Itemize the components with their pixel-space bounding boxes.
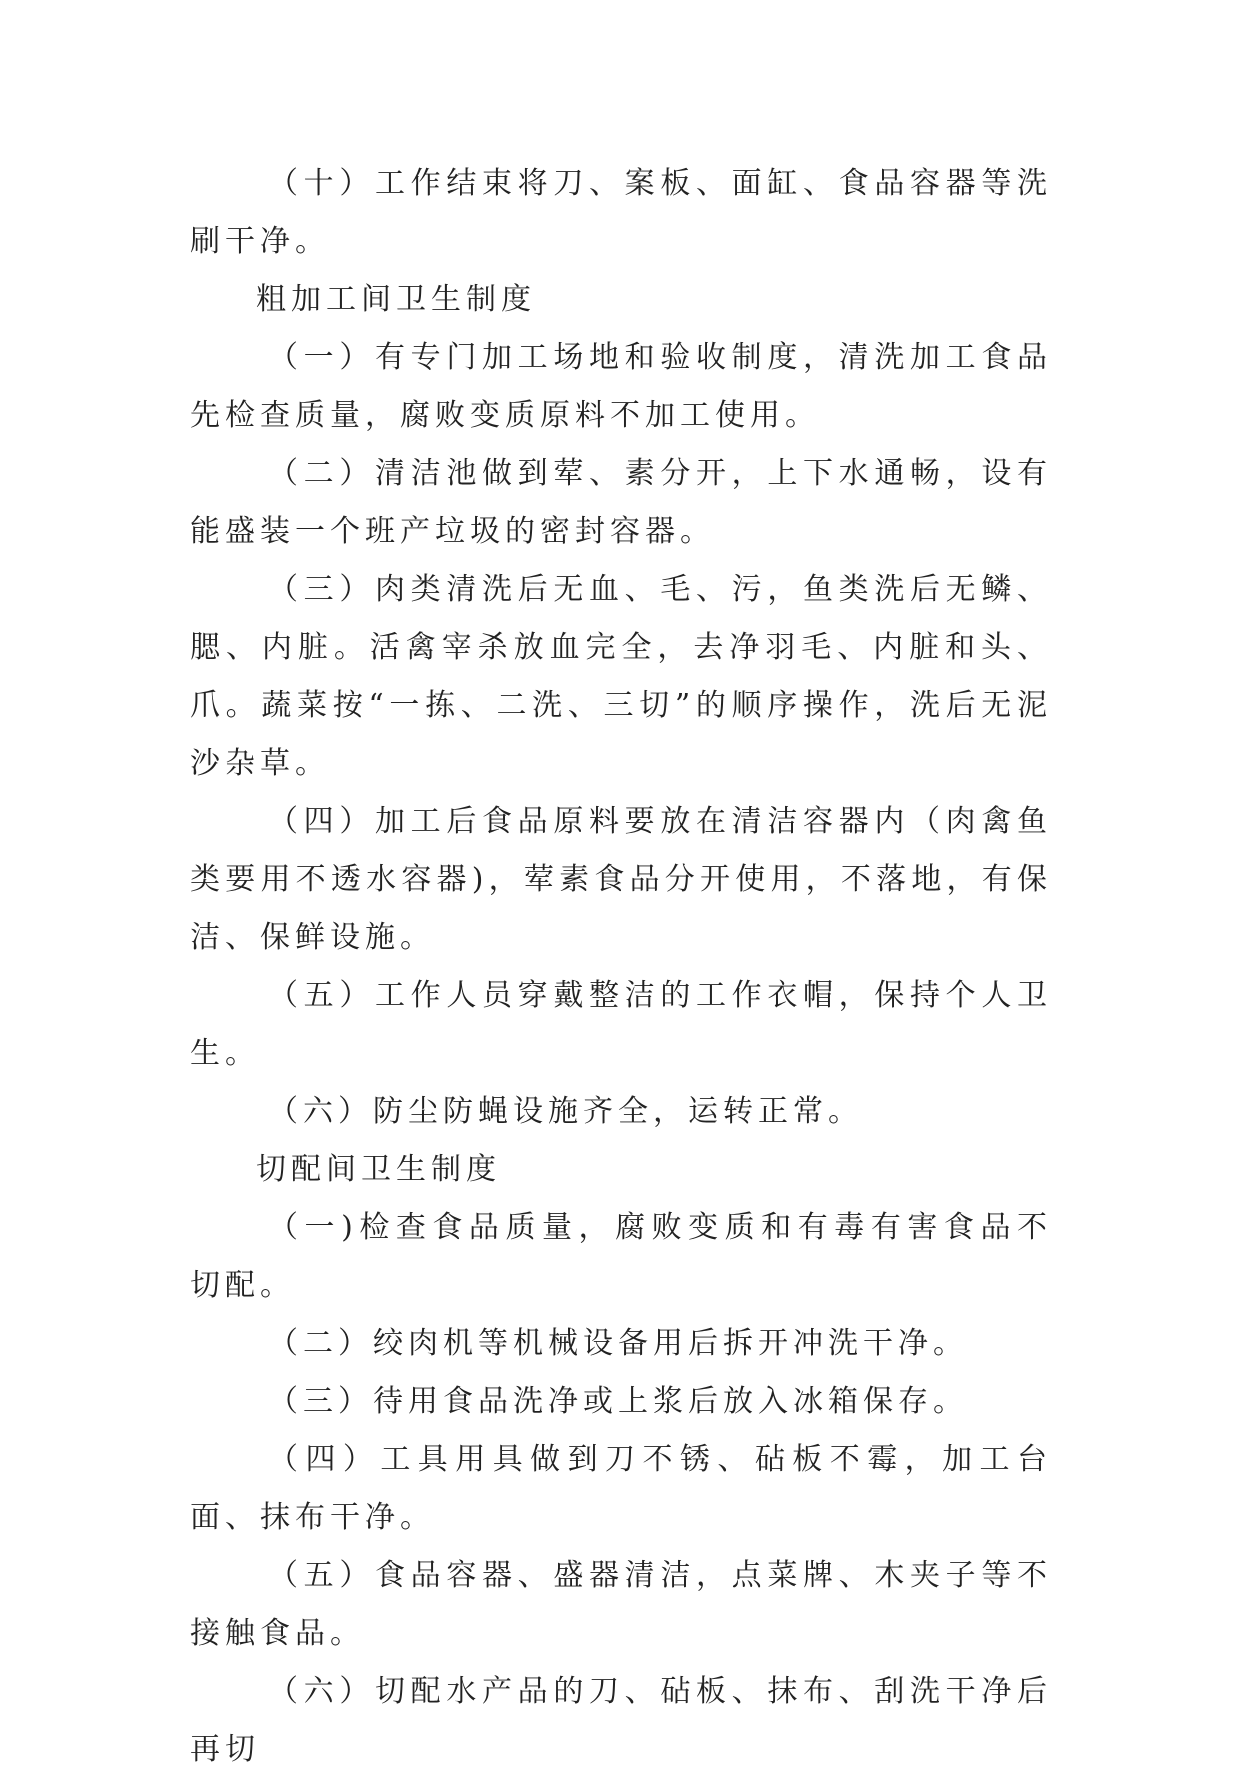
paragraph-1: （一)检查食品质量，腐败变质和有毒有害食品不切配。 [190,1210,1052,1303]
paragraph-10: （十）工作结束将刀、案板、面缸、食品容器等洗刷干净。 [190,166,1052,259]
section-heading-rough-processing: 粗加工间卫生制度 [256,282,536,317]
paragraph-5: （五）工作人员穿戴整洁的工作衣帽，保持个人卫生。 [190,978,1052,1071]
paragraph-4: （四）工具用具做到刀不锈、砧板不霉，加工台面、抹布干净。 [190,1442,1052,1535]
section-heading-cutting-room: 切配间卫生制度 [256,1152,501,1187]
paragraph-1: （一）有专门加工场地和验收制度，清洗加工食品先检查质量，腐败变质原料不加工使用。 [190,340,1052,433]
paragraph-6: （六）切配水产品的刀、砧板、抹布、刮洗干净后再切 [190,1674,1052,1767]
paragraph-6: （六）防尘防蝇设施齐全，运转正常。 [268,1094,863,1129]
document-body [190,155,1052,1779]
paragraph-3: （三）待用食品洗净或上浆后放入冰箱保存。 [268,1384,968,1419]
paragraph-2: （二）绞肉机等机械设备用后拆开冲洗干净。 [268,1326,968,1361]
paragraph-4: （四）加工后食品原料要放在清洁容器内（肉禽鱼类要用不透水容器)，荤素食品分开使用，不落地，有保洁、保鲜设施。 [190,804,1052,955]
paragraph-3: （三）肉类清洗后无血、毛、污，鱼类洗后无鳞、腮、内脏。活禽宰杀放血完全，去净羽毛、内脏和头、爪。蔬菜按“一拣、二洗、三切”的顺序操作，洗后无泥沙杂草。 [190,572,1052,781]
paragraph-5: （五）食品容器、盛器清洁，点菜牌、木夹子等不接触食品。 [190,1558,1052,1651]
paragraph-2: （二）清洁池做到荤、素分开，上下水通畅，设有能盛装一个班产垃圾的密封容器。 [190,456,1052,549]
